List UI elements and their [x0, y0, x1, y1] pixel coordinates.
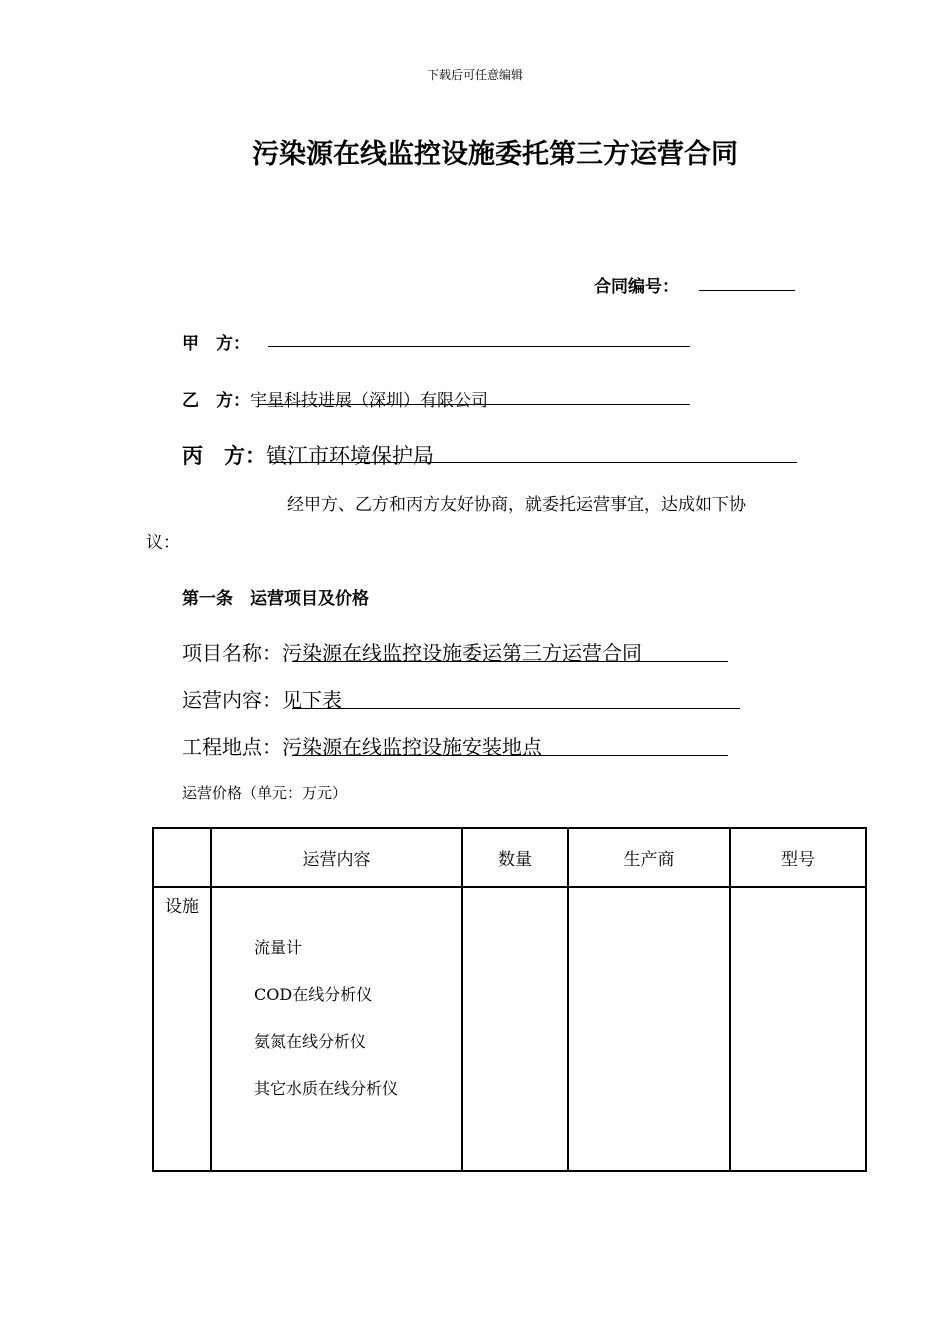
table-cell-items [211, 887, 462, 1171]
table-cell-manufacturer [568, 887, 730, 1171]
table-header-row [153, 828, 866, 887]
table-cell-category [153, 887, 211, 1171]
field-value: 污染源在线监控设施委运第三方运营合同 [282, 641, 642, 665]
contract-number-label: 合同编号： [594, 277, 679, 297]
table-cell-quantity [462, 887, 568, 1171]
party-b-value: 宇星科技进展（深圳）有限公司 [250, 391, 488, 411]
party-c-row [182, 440, 434, 470]
table-header-cell [153, 828, 211, 887]
party-c-label: 丙 方： [182, 444, 266, 468]
equipment-list [254, 938, 461, 1126]
party-b-row [182, 386, 488, 411]
field-project-name-underline [292, 661, 728, 662]
party-a-blank [268, 346, 690, 347]
article-1-heading: 第一条 运营项目及价格 [182, 589, 369, 609]
list-item: 流量计 [254, 938, 303, 957]
list-item: 氨氮在线分析仪 [254, 1032, 367, 1051]
field-label: 运营内容： [182, 688, 282, 712]
list-item: 其它水质在线分析仪 [254, 1079, 399, 1098]
table-row [153, 887, 866, 1171]
party-c-value: 镇江市环境保护局 [266, 444, 434, 468]
table-header-cell: 型号 [730, 828, 866, 887]
table-cell-model [730, 887, 866, 1171]
field-operation-content-underline [292, 708, 740, 709]
category-label: 设施 [165, 897, 199, 917]
party-a-label: 甲 方： [182, 334, 250, 354]
party-b-label: 乙 方： [182, 391, 250, 411]
price-caption: 运营价格（单元：万元） [182, 784, 348, 802]
list-item: COD在线分析仪 [254, 985, 373, 1004]
field-value: 见下表 [282, 688, 342, 712]
table-header-cell: 数量 [462, 828, 568, 887]
document-title: 污染源在线监控设施委托第三方运营合同 [252, 139, 738, 170]
table-header-cell: 生产商 [568, 828, 730, 887]
field-value: 污染源在线监控设施安装地点 [282, 735, 542, 759]
operations-table [152, 827, 867, 1172]
intro-line-1: 经甲方、乙方和丙方友好协商，就委托运营事宜，达成如下协 [287, 495, 746, 515]
intro-line-2: 议： [146, 533, 180, 553]
party-b-underline [258, 404, 690, 405]
header-note: 下载后可任意编辑 [426, 68, 523, 82]
party-c-underline [271, 462, 797, 463]
field-project-location-underline [292, 755, 728, 756]
field-label: 项目名称： [182, 641, 282, 665]
contract-number-blank [699, 290, 795, 291]
table-header-cell: 运营内容 [211, 828, 462, 887]
field-label: 工程地点： [182, 735, 282, 759]
